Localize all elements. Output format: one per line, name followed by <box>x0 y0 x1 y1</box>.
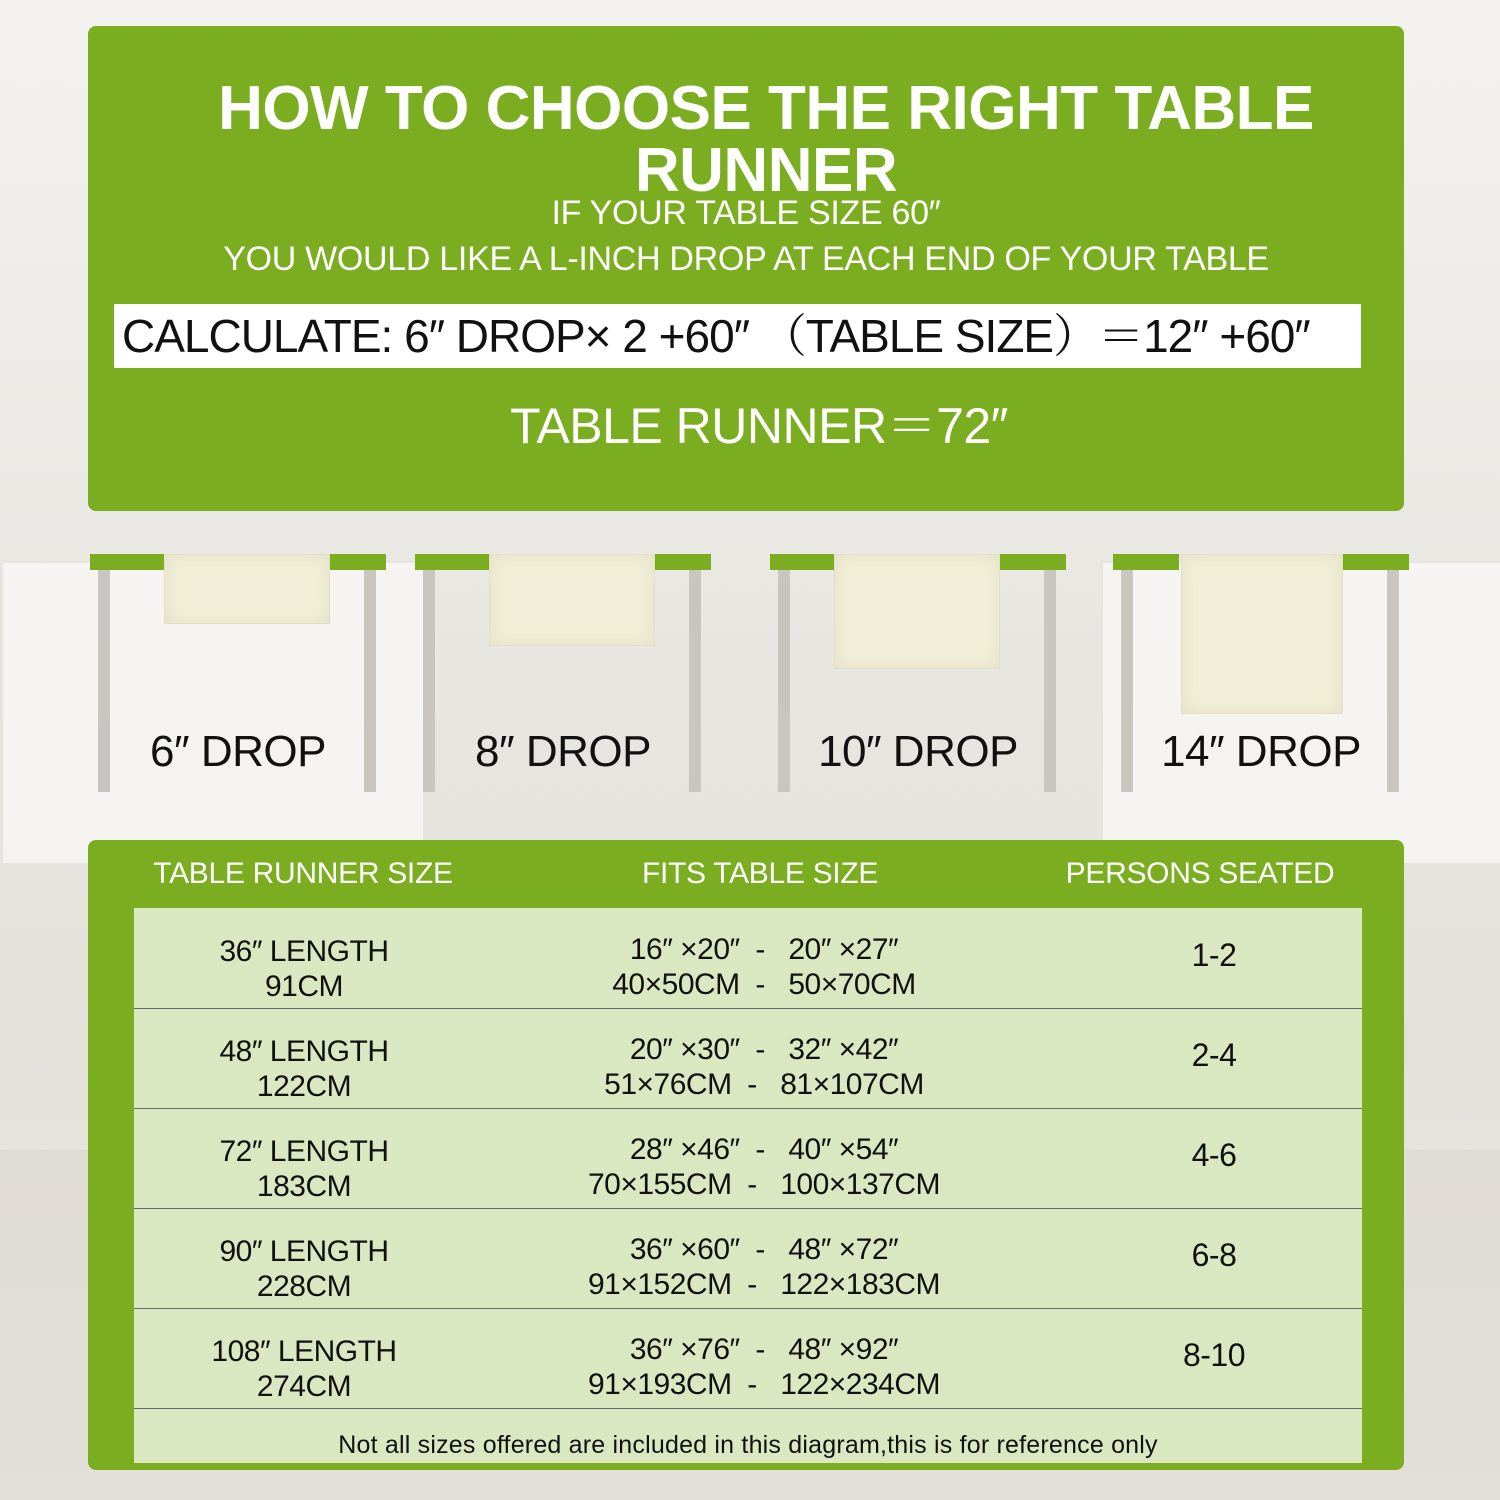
runner-length-inches: 48″ LENGTH <box>219 1035 389 1068</box>
runner-size-cell <box>134 1008 474 1108</box>
reference-footnote: Not all sizes offered are included in this diagram,this is for reference only <box>338 1431 1158 1459</box>
runner-length-cm: 91CM <box>264 970 344 1003</box>
fits-cm: 51×76CM - 81×107CM <box>604 1068 924 1101</box>
table-top-right <box>330 554 386 570</box>
persons-cell <box>1119 1208 1309 1308</box>
table-top-left <box>90 554 164 570</box>
drop-diagram-14 <box>1113 554 1409 794</box>
runner-length-cm: 228CM <box>256 1270 352 1303</box>
persons-value: 2-4 <box>1191 1037 1237 1073</box>
drop-diagram-8 <box>415 554 711 794</box>
persons-value: 1-2 <box>1191 937 1237 973</box>
persons-value: 6-8 <box>1191 1237 1237 1273</box>
fits-inches: 36″ ×76″ - 48″ ×92″ <box>629 1333 899 1366</box>
fits-inches: 20″ ×30″ - 32″ ×42″ <box>629 1033 899 1066</box>
runner-length-cm: 183CM <box>256 1170 352 1203</box>
table-top-left <box>770 554 834 570</box>
fits-table-cell <box>474 908 1054 1008</box>
fits-cm: 91×193CM - 122×234CM <box>587 1368 941 1401</box>
main-title: HOW TO CHOOSE THE RIGHT TABLE RUNNER <box>218 74 1314 205</box>
fits-table-cell <box>474 1308 1054 1408</box>
fits-table-cell <box>474 1108 1054 1208</box>
calculation-panel <box>88 26 1404 511</box>
runner-length-inches: 72″ LENGTH <box>219 1135 389 1168</box>
fits-inches: 28″ ×46″ - 40″ ×54″ <box>629 1133 899 1166</box>
persons-value: 8-10 <box>1182 1337 1246 1373</box>
header-fits-table-size: FITS TABLE SIZE <box>641 857 879 890</box>
header-persons-seated: PERSONS SEATED <box>1065 857 1335 890</box>
header-runner-size: TABLE RUNNER SIZE <box>153 857 453 890</box>
table-top-right <box>1343 554 1409 570</box>
drop-diagram-6 <box>90 554 386 794</box>
runner-drop <box>834 554 1000 669</box>
fits-inches: 36″ ×60″ - 48″ ×72″ <box>629 1233 899 1266</box>
calculation-formula: CALCULATE: 6″ DROP× 2 +60″ （TABLE SIZE）＝12″ +60″ <box>114 304 1361 368</box>
runner-length-cm: 274CM <box>256 1370 352 1403</box>
table-row <box>134 1308 1362 1409</box>
runner-drop <box>489 554 655 646</box>
fits-cm: 70×155CM - 100×137CM <box>587 1168 941 1201</box>
drop-label: 14″ DROP <box>1161 727 1361 776</box>
runner-drop <box>164 554 330 624</box>
persons-cell <box>1119 1308 1309 1408</box>
fits-table-cell <box>474 1208 1054 1308</box>
table-row <box>134 1108 1362 1209</box>
table-size-line: IF YOUR TABLE SIZE 60″ <box>551 194 941 232</box>
drop-diagram-10 <box>770 554 1066 794</box>
runner-size-cell <box>134 908 474 1008</box>
persons-cell <box>1119 1008 1309 1108</box>
runner-drop <box>1181 554 1343 714</box>
drop-label: 10″ DROP <box>818 727 1018 776</box>
result-line: TABLE RUNNER＝72″ <box>510 398 1008 454</box>
table-top-left <box>415 554 489 570</box>
drop-label: 8″ DROP <box>475 727 651 776</box>
runner-size-cell <box>134 1108 474 1208</box>
table-top-right <box>655 554 711 570</box>
table-row <box>134 908 1362 1009</box>
runner-length-cm: 122CM <box>256 1070 352 1103</box>
runner-size-cell <box>134 1308 474 1408</box>
persons-cell <box>1119 908 1309 1008</box>
size-table <box>134 908 1362 1463</box>
size-chart-panel <box>88 840 1404 1470</box>
fits-table-cell <box>474 1008 1054 1108</box>
fits-inches: 16″ ×20″ - 20″ ×27″ <box>629 933 899 966</box>
fits-cm: 91×152CM - 122×183CM <box>587 1268 941 1301</box>
table-top-left <box>1113 554 1179 570</box>
table-row <box>134 1208 1362 1309</box>
persons-cell <box>1119 1108 1309 1208</box>
fits-cm: 40×50CM - 50×70CM <box>612 968 916 1001</box>
runner-length-inches: 90″ LENGTH <box>219 1235 389 1268</box>
persons-value: 4-6 <box>1191 1137 1237 1173</box>
runner-length-inches: 36″ LENGTH <box>219 935 389 968</box>
table-top-right <box>1000 554 1066 570</box>
drop-label: 6″ DROP <box>150 727 326 776</box>
table-row <box>134 1008 1362 1109</box>
drop-instruction-line: YOU WOULD LIKE A L-INCH DROP AT EACH END OF YOUR TABLE <box>223 240 1269 278</box>
runner-size-cell <box>134 1208 474 1308</box>
runner-length-inches: 108″ LENGTH <box>211 1335 397 1368</box>
